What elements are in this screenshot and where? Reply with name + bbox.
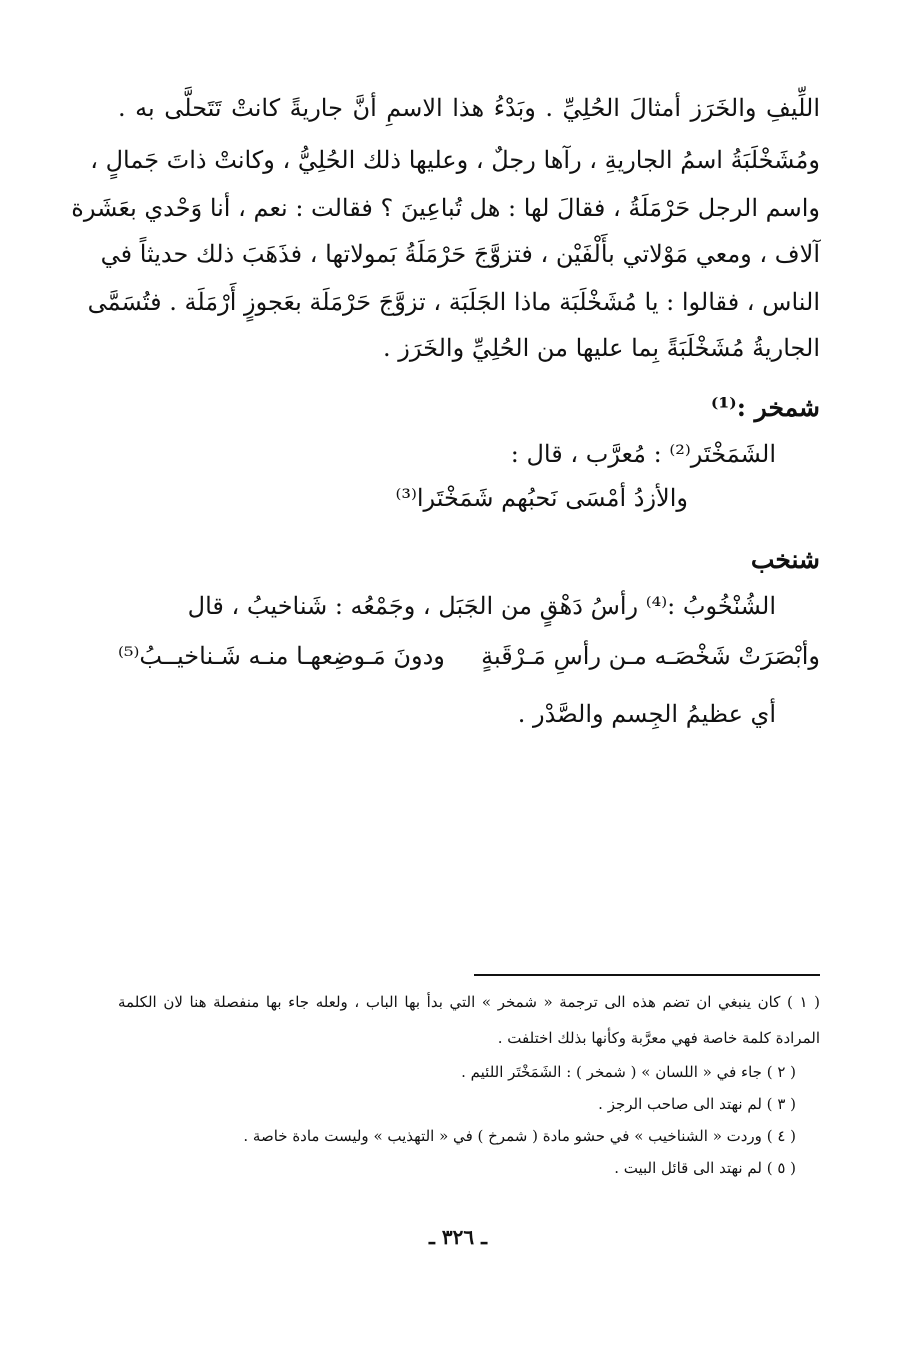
footnote-line: ( ٤ ) وردت « الشناخيب » في حشو مادة ( شمرخ ) في « التهذيب » وليست مادة خاصة . [243,1127,796,1145]
footnote-line: ( ٥ ) لم نهتد الى قائل البيت . [614,1159,796,1177]
footnote-line: ( ١ ) كان ينبغي ان تضم هذه الى ترجمة « شمخر » التي بدأ بها الباب ، ولعله جاء بها منفصلة هنا لان الكلمة [118,993,821,1011]
footnote-line: المرادة كلمة خاصة فهي معرَّبة وكأنها بذلك اختلفت . [497,1029,820,1047]
paragraph-line: الجاريةُ مُشَخْلَبَةً بِما عليها من الحُلِيِّ والخَرَز . [383,334,820,362]
paragraph-line: ومُشَخْلَبَةُ اسمُ الجاريةِ ، رآها رجلٌ ، وعليها ذلك الحُلِيُّ ، وكانتْ ذاتَ جَمالٍ ، [90,146,820,174]
verse-line: والأزدُ أمْسَى نَحبُهم شَمَخْتَرا⁽³⁾ [395,484,688,512]
verse-hemistich-right: وأبْصَرَتْ شَخْصَـه مـن رأسِ مَـرْقَبةٍ [481,642,820,670]
paragraph-line: الناس ، فقالوا : يا مُشَخْلَبَة ماذا الجَلَبَة ، تزوَّجَ حَرْمَلَة بعَجوزٍ أَرْمَلَة . فتُسَمَّى [87,288,820,316]
page-number: ـ ٣٢٦ ـ [429,1225,487,1249]
footnote-line: ( ٣ ) لم نهتد الى صاحب الرجز . [598,1095,796,1113]
entry-heading-shankhab: شنخب [750,545,820,574]
paragraph-line: واسم الرجل حَرْمَلَةُ ، فقالَ لها : هل تُباعِينَ ؟ فقالت : نعم ، أنا وَحْدي بعَشَرة [71,194,820,222]
footnote-line: ( ٢ ) جاء في « اللسان » ( شمخر ) : الشَمَخْتَر اللئيم . [461,1063,796,1081]
paragraph-line: اللِّيفِ والخَرَز أمثالَ الحُلِيِّ . وبَدْءُ هذا الاسمِ أنَّ جاريةً كانتْ تَتَحلَّى به . [118,94,820,122]
entry-definition: الشَمَخْتَر⁽²⁾ : مُعرَّب ، قال : [510,440,776,468]
entry-definition: الشُنْخُوبُ :⁽⁴⁾ رأسُ دَهْقٍ من الجَبَل ، وجَمْعُه : شَناخيبُ ، قال [187,592,776,620]
paragraph-line: آلاف ، ومعي مَوْلاتي بأَلْفَيْن ، فتزوَّجَ حَرْمَلَةُ بَمولاتها ، فذَهَبَ ذلك حديثاً في [100,240,820,268]
entry-heading-shamkhar: شمخر :⁽¹⁾ [710,393,820,422]
verse-hemistich-left: ودونَ مَـوضِعهـا منـه شَـناخيــبُ⁽⁵⁾ [118,642,445,670]
footnote-divider [474,974,820,976]
entry-closing: أي عظيمُ الجِسم والصَّدْر . [517,700,776,728]
